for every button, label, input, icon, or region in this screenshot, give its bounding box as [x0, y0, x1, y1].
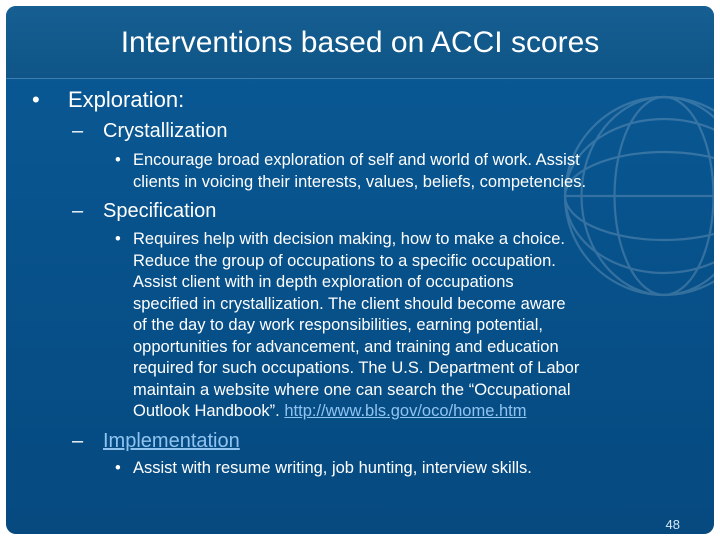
dash-icon: – — [72, 120, 84, 142]
bullet-icon: • — [115, 230, 121, 248]
bls-occupational-outlook-link[interactable]: http://www.bls.gov/oco/home.htm — [284, 402, 527, 420]
implementation-heading-link[interactable]: Implementation — [103, 430, 240, 452]
text-fragment: Outlook Handbook”. — [133, 402, 285, 420]
implementation-text: Assist with resume writing, job hunting, interview skills. — [133, 459, 532, 477]
text-line: Requires help with decision making, how to make a choice. — [133, 230, 565, 248]
specification-heading: Specification — [103, 200, 217, 222]
text-line: specified in crystallization. The client should become aware — [133, 294, 566, 313]
dash-icon: – — [72, 430, 84, 452]
text-line: maintain a website where one can search the “Occupational — [133, 380, 571, 399]
text-line: Encourage broad exploration of self and world of work. Assist — [133, 151, 580, 169]
crystallization-heading: Crystallization — [103, 120, 228, 142]
text-line: opportunities for advancement, and training and education — [133, 337, 559, 356]
text-line: Reduce the group of occupations to a specific occupation. — [133, 251, 556, 270]
slide-title: Interventions based on ACCI scores — [120, 26, 600, 59]
text-line: of the day to day work responsibilities, earning potential, — [133, 316, 543, 334]
crystallization-text — [133, 150, 586, 193]
exploration-heading: Exploration: — [68, 87, 185, 112]
bullet-icon: • — [115, 151, 121, 169]
bullet-icon: • — [32, 87, 40, 112]
text-line — [133, 401, 579, 423]
slide — [6, 6, 714, 534]
text-line: required for such occupations. The U.S. Department of Labor — [133, 359, 580, 377]
dash-icon: – — [72, 200, 84, 222]
text-line: Assist client with in depth exploration of occupations — [133, 273, 514, 291]
page-number: 48 — [665, 517, 680, 532]
bullet-icon: • — [115, 459, 121, 477]
text-line: clients in voicing their interests, values, beliefs, competencies. — [133, 172, 587, 191]
specification-text — [133, 229, 579, 423]
title-bar — [6, 6, 714, 79]
